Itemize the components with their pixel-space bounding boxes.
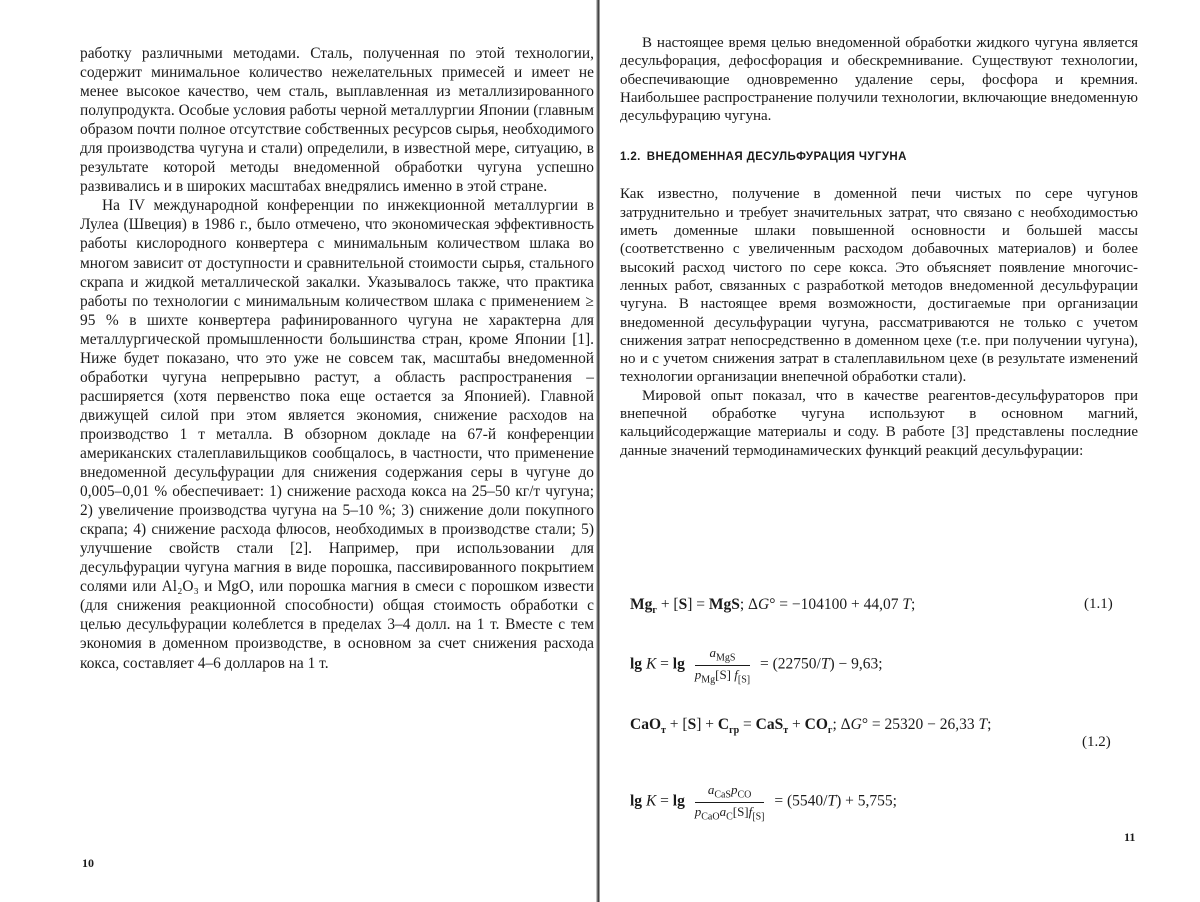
paragraph: Мировой опыт показал, что в качестве реагентов-десульфураторов при внепечной обработке чугуна используют в основном магний, кальцийсодержащие материалы и соду. В работе [3] представлены последние данные значений термодинамических функций реакций десульфурации: [620, 387, 1138, 459]
right-text-column [620, 34, 1138, 460]
section-number: 1.2. [620, 151, 641, 164]
equation-lgk-cao: lg K = lg $\frac{a_{CaS}p_{CO}}{p_{CaO}a_C[S]f_{[S]}}$ = (5540/T) + 5,755; [630, 782, 897, 823]
equation-number: (1.2) [1082, 734, 1111, 750]
section-heading [620, 151, 1138, 163]
left-page [0, 0, 596, 902]
equation-lgk-mg: lg K = lg $\frac{a_{MgS}}{p_{Mg}[S] f_{[S]}}$ = (22750/T) − 9,63; [630, 645, 883, 686]
paragraph: Как известно, получение в доменной печи чистых по сере чугунов затруднительно и требует значительных затрат, что связано с необходимостью иметь доменные шлаки повышенной основности и большей массы (соответственно с увеличенным расходом добавочных материалов) и более высокий расход чистого по сере кокса. Это объясняет появление многочисленных работ, связанных с разработкой методов внедоменной десульфурации чугуна. В настоящее время возможности, достигаемые при организации внедоменной десульфурации чугуна, рассматриваются не только с учетом снижения затрат непосредственно в доменном цехе (т.е. при получении чугуна), но и с учетом снижения затрат в сталеплавильном цехе (в результате изменений технологии организации внепечной обработки стали). [620, 186, 1138, 386]
equation-number: (1.1) [1084, 596, 1113, 612]
page-number: 11 [1124, 830, 1136, 844]
left-text-column [80, 44, 594, 673]
section-title: ВНЕДОМЕННАЯ ДЕСУЛЬФУРАЦИЯ ЧУГУНА [646, 151, 907, 164]
page-number: 10 [82, 856, 94, 870]
right-page [600, 0, 1200, 902]
equation-1-2: $CaO_т + [S] + C_{гр} = CaS_т + CO_г$; ΔG° = 25320 − 26,33 T; [630, 716, 992, 737]
paragraph: работку различными методами. Сталь, полученная по этой технологии, содержит минимальное количество нежелательных примесей и имеет не менее высокое качество, чем сталь, выплавленная из металлизированного полупродукта. Особые условия работы черной металлургии Японии (главным образом почти полное отсутствие собственных ресурсов сырья, необходимого для производства чугуна и стали) определили, в известной мере, ситуацию, в результате которой методы внедоменной обработки чугуна успешно развивались и в широких масштабах внедрялись именно в этой стране. [80, 45, 594, 196]
equation-1-1: $Mg_г + [S]$ = MgS; ΔG° = −104100 + 44,07 T; [630, 596, 916, 617]
intro-paragraph: В настоящее время целью внедоменной обработки жидкого чугуна является десульфорация, дефосфорация и обескремнивание. Существуют технологии, обеспечивающие одновременно удаление серы, фосфора и кремния. Наибольшее распространение получили технологии, включающие внедоменную десульфурацию чугуна. [620, 35, 1138, 125]
paragraph: На IV международной конференции по инжекционной металлургии в Лулеа (Швеция) в 1986 г., было отмечено, что экономическая эффективность работы кислородного конвертера с минимальным количеством шлака во многом зависит от доступности и сравнительной стоимости сырья, стального скрапа и жидкой металлической закалки. Указывалось также, что практика работы по технологии с минимальным количеством шлака с применением ≥ 95 % в шихте конвертера рафинированного чугуна не характерна для металлургической промышленности большинства стран, кроме Японии [1]. Ниже будет показано, что это уже не совсем так, масштабы внедоменной обработки чугуна непрерывно растут, а область распространения – расширяется (хотя первенство пока еще остается за Японией). Главной движущей силой при этом является экономия, снижение расходов на производство 1 т металла. В обзорном докладе на 67-й конференции американских сталеплавильщиков сообщалось, в частности, что применение внедоменной десульфурации для снижения содержания серы в чугуне до 0,005–0,01 % обеспечивает: 1) снижение расхода кокса на 25–50 кг/т чугуна; 2) увеличение производства чугуна на 5–10 %; 3) снижение доли покупного скрапа; 4) снижение расхода флюсов, необходимых в производстве стали; 5) улучшение свойств стали [2]. Например, при использовании для десульфурации чугуна магния в виде порошка, пассивированного покрытием солями или Al₂O₃ и MgO, или порошка магния в смеси с порошком извести (для снижения реакционной способности) общая стоимость обработки с целью десульфурации колеблется в пределах 3–4 долл. на 1 т. Вместе с тем экономия в доменном производстве, в основном за счет снижения расхода кокса, составляет 4–6 долларов на 1 т. [80, 197, 594, 672]
